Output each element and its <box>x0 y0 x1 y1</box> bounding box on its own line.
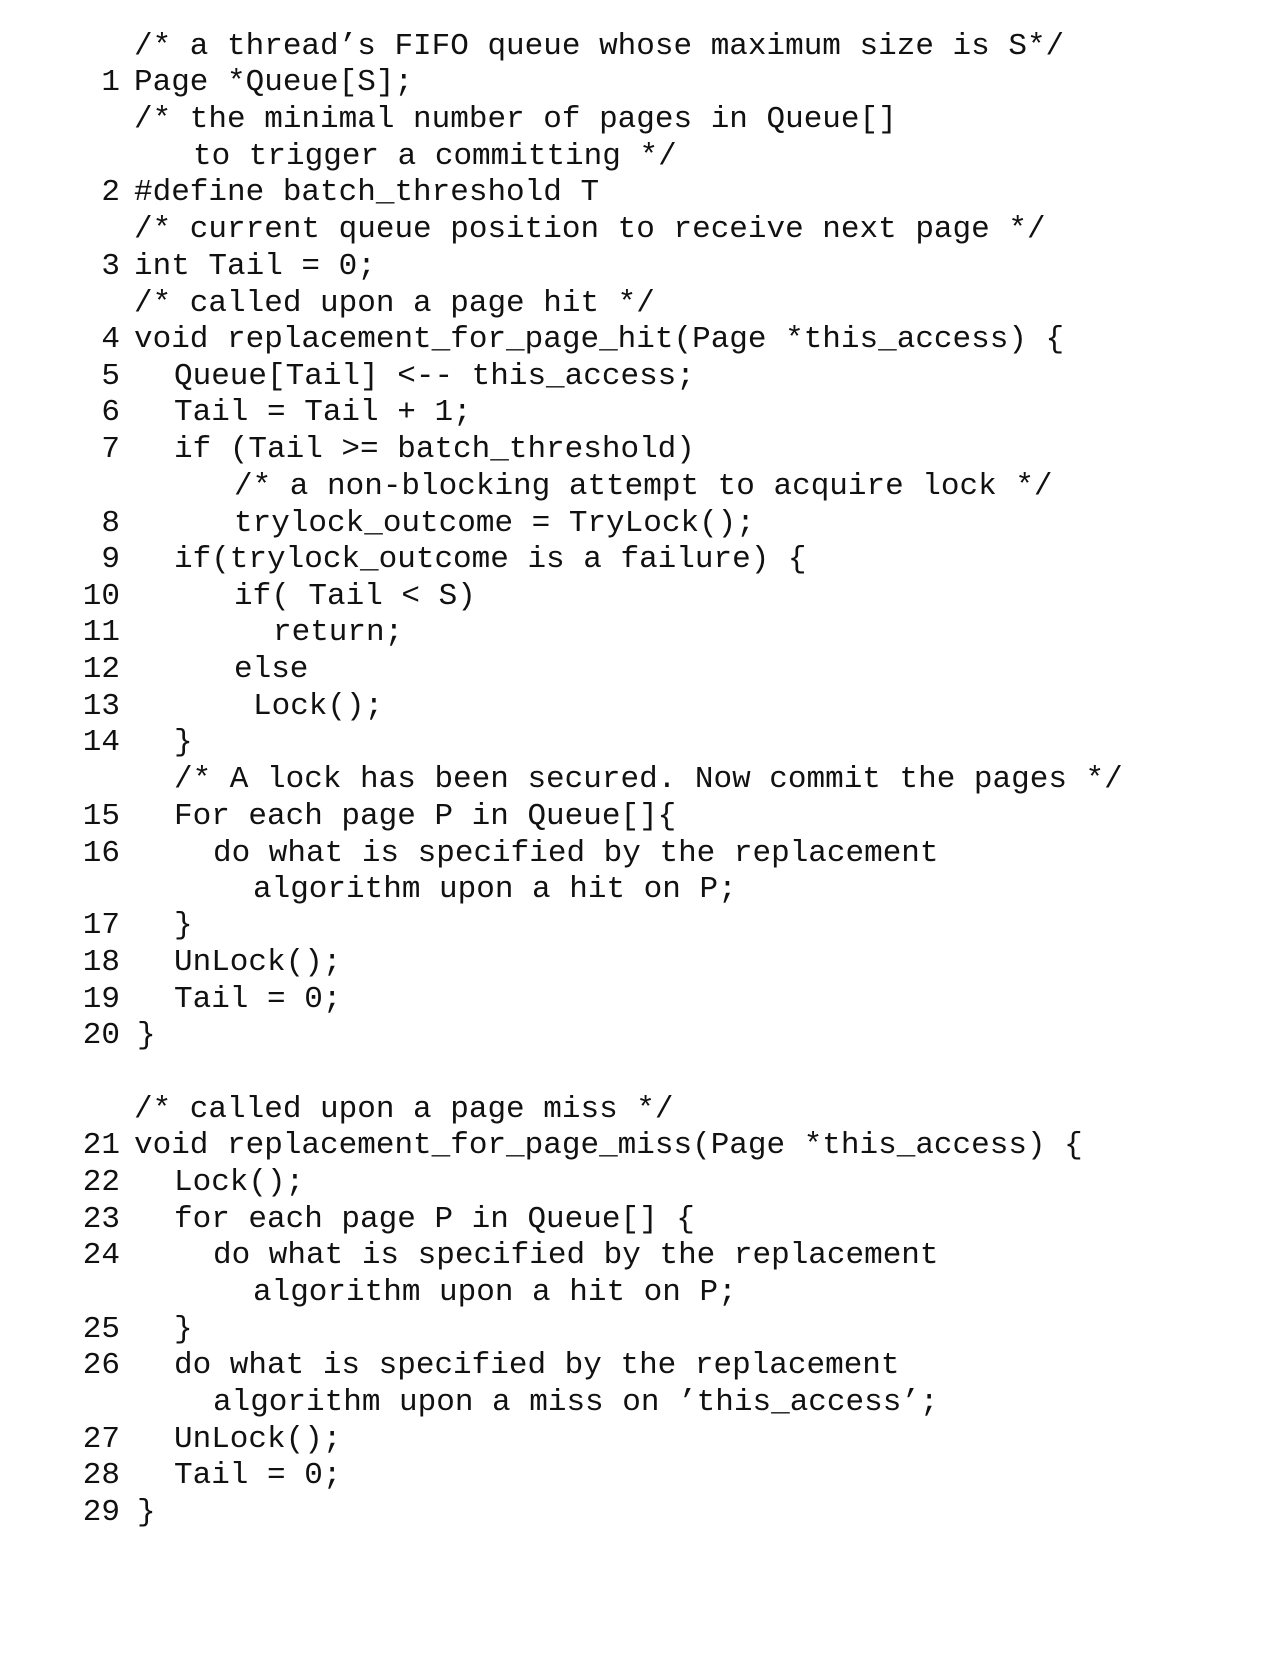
code-text: do what is specified by the replacement <box>213 836 939 871</box>
code-text: algorithm upon a hit on P; <box>253 1275 737 1310</box>
line-number: 27 <box>82 1422 120 1457</box>
code-text: Lock(); <box>174 1165 305 1200</box>
code-text: Tail = Tail + 1; <box>174 395 472 430</box>
code-text: Tail = 0; <box>174 982 342 1017</box>
code-text: } <box>137 1018 156 1053</box>
line-number: 15 <box>82 799 120 834</box>
code-text: do what is specified by the replacement <box>174 1348 900 1383</box>
code-text: Tail = 0; <box>174 1458 342 1493</box>
code-text: algorithm upon a hit on P; <box>253 872 737 907</box>
code-text: algorithm upon a miss on ’this_access’; <box>213 1385 939 1420</box>
code-text: /* the minimal number of pages in Queue[] <box>134 102 897 137</box>
line-number: 8 <box>101 506 120 541</box>
line-number <box>66 28 120 66</box>
code-text: for each page P in Queue[] { <box>174 1202 695 1237</box>
line-number: 2 <box>101 175 120 210</box>
line-number: 4 <box>101 322 120 357</box>
line-number: 12 <box>82 652 120 687</box>
line-number: 14 <box>82 725 120 760</box>
line-number: 11 <box>82 615 120 650</box>
line-number <box>66 101 120 139</box>
line-number: 28 <box>82 1458 120 1493</box>
code-text: /* A lock has been secured. Now commit the pages */ <box>174 762 1123 797</box>
line-number: 1 <box>101 65 120 100</box>
line-number: 7 <box>101 432 120 467</box>
line-number: 9 <box>101 542 120 577</box>
code-text: /* called upon a page miss */ <box>134 1092 674 1127</box>
code-text: /* a non-blocking attempt to acquire lock */ <box>234 469 1053 504</box>
code-text: } <box>174 1312 193 1347</box>
code-text: Page *Queue[S]; <box>134 65 414 100</box>
code-text: if(trylock_outcome is a failure) { <box>174 542 807 577</box>
code-text: void replacement_for_page_miss(Page *this_access) { <box>134 1128 1083 1163</box>
code-text: to trigger a committing */ <box>193 139 677 174</box>
line-number: 24 <box>82 1238 120 1273</box>
line-number: 18 <box>82 945 120 980</box>
line-number: 6 <box>101 395 120 430</box>
line-number: 29 <box>82 1495 120 1530</box>
code-text: UnLock(); <box>174 1422 342 1457</box>
code-text: Queue[Tail] <-- this_access; <box>174 359 695 394</box>
line-number <box>66 1091 120 1129</box>
code-text: UnLock(); <box>174 945 342 980</box>
code-text: int Tail = 0; <box>134 249 376 284</box>
code-text: if (Tail >= batch_threshold) <box>174 432 695 467</box>
code-text: trylock_outcome = TryLock(); <box>234 506 755 541</box>
line-number <box>66 761 120 799</box>
line-number: 25 <box>82 1312 120 1347</box>
line-number <box>66 871 120 909</box>
line-number: 20 <box>82 1018 120 1053</box>
line-number: 16 <box>82 836 120 871</box>
code-text: if( Tail < S) <box>234 579 476 614</box>
line-number: 13 <box>82 689 120 724</box>
line-number: 26 <box>82 1348 120 1383</box>
line-number <box>66 138 120 176</box>
code-text: /* a thread’s FIFO queue whose maximum size is S*/ <box>134 29 1065 64</box>
code-text: For each page P in Queue[]{ <box>174 799 677 834</box>
code-text: } <box>174 725 193 760</box>
line-number: 10 <box>82 579 120 614</box>
line-number: 17 <box>82 908 120 943</box>
code-text: Lock(); <box>253 689 384 724</box>
code-text: #define batch_threshold T <box>134 175 600 210</box>
code-text: return; <box>273 615 404 650</box>
code-text: } <box>137 1495 156 1530</box>
line-number: 3 <box>101 249 120 284</box>
line-number: 19 <box>82 982 120 1017</box>
code-text: else <box>234 652 309 687</box>
line-number <box>66 1274 120 1312</box>
line-number: 5 <box>101 359 120 394</box>
line-number: 21 <box>82 1128 120 1163</box>
code-text: do what is specified by the replacement <box>213 1238 939 1273</box>
line-number: 23 <box>82 1202 120 1237</box>
line-number: 22 <box>82 1165 120 1200</box>
line-number <box>66 468 120 506</box>
line-number <box>66 1384 120 1422</box>
line-number <box>66 211 120 249</box>
code-text: } <box>174 908 193 943</box>
line-number <box>66 285 120 323</box>
code-text: /* current queue position to receive next page */ <box>134 212 1046 247</box>
code-text: void replacement_for_page_hit(Page *this_access) { <box>134 322 1065 357</box>
code-text: /* called upon a page hit */ <box>134 286 655 321</box>
